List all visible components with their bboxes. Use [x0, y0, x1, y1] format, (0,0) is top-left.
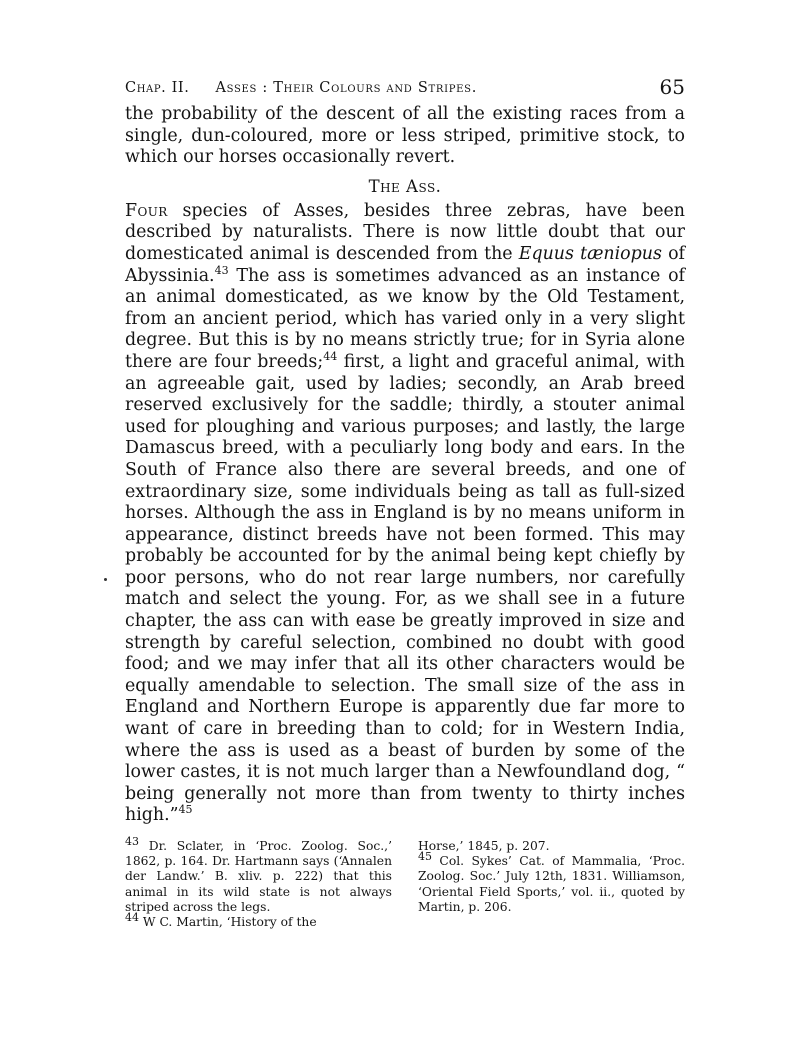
footnotes-right-column [418, 839, 685, 930]
footnote-text: Horse,’ 1845, p. 207. [418, 839, 550, 853]
footnote-44-continued [418, 839, 685, 854]
footnote-mark: 45 [418, 850, 432, 864]
main-paragraph [125, 201, 685, 827]
book-page [125, 75, 686, 930]
footnote-mark: 44 [125, 910, 139, 924]
footnote-text: W C. Martin, ‘History of the [139, 915, 317, 930]
footnote-ref-44: 44 [323, 350, 338, 364]
body-text [125, 104, 685, 827]
opening-word: Four [125, 200, 168, 221]
margin-speck [104, 578, 107, 581]
footnote-45 [418, 850, 685, 915]
footnote-mark: 43 [125, 834, 139, 848]
footnote-text: Dr. Sclater, in ‘Proc. Zoolog. Soc.,’ 1862, p. 164. Dr. Hartmann says (‘Annalen der Landw.’ B. xliv. p. 222) that this animal in its wild state is not always striped across the legs. [125, 839, 392, 914]
footnote-ref-45: 45 [178, 803, 193, 817]
footnote-text: Col. Sykes’ Cat. of Mammalia, ‘Proc. Zoolog. Soc.’ July 12th, 1831. Williamson, ‘Oriental Field Sports,’ vol. ii., quoted by Martin, p. 206. [418, 854, 685, 914]
paragraph-text-1: species of Asses, besides three zebras, have been described by naturalists. There is now little doubt that our domesticated animal is descended from the [125, 200, 685, 264]
page-number: 65 [659, 75, 685, 99]
footnote-44 [125, 910, 392, 930]
footnote-43 [125, 834, 392, 915]
running-head [125, 75, 685, 99]
chapter-label: Chap. II. [125, 80, 190, 96]
paragraph-text-3: The ass is sometimes advanced as an instance of an animal domesticated, as we know by the Old Testament, from an ancient period, which has varied only in a very slight degree. But this is by no means strictly true; for in Syria alone there are four breeds; [125, 265, 685, 372]
intro-paragraph: the probability of the descent of all the existing races from a single, dun-coloured, more or less striped, primitive stock, to which our horses occasionally revert. [125, 104, 685, 168]
footnote-ref-43: 43 [214, 263, 229, 277]
species-name: Equus tæniopus [518, 243, 662, 264]
paragraph-text-4: first, a light and graceful animal, with an agreeable gait, used by ladies; secondly, an Arab breed reserved exclusively for the saddle; thirdly, a stouter animal used for ploughing and various purposes; and lastly, the large Damascus breed, with a peculiarly long body and ears. In the South of France also there are several breeds, and one of extraordinary size, some individuals being as tall as full-sized horses. Although the ass in England is by no means uniform in appearance, distinct breeds have not been formed. This may probably be accounted for by the animal being kept chiefly by poor persons, who do not rear large numbers, nor carefully match and select the young. For, as we shall see in a future chapter, the ass can with ease be greatly improved in size and strength by careful selection, combined no doubt with good food; and we may infer that all its other characters would be equally amendable to selection. The small size of the ass in England and Northern Europe is apparently due far more to want of care in breeding than to cold; for in Western India, where the ass is used as a beast of burden by some of the lower castes, it is not much larger than a Newfoundland dog, “ being generally not more than from twenty to thirty inches high.” [125, 351, 686, 826]
footnotes [125, 834, 685, 930]
footnotes-left-column [125, 834, 392, 930]
section-heading: The Ass. [368, 176, 442, 196]
paragraph-text-2: of Abyssinia. [125, 243, 685, 286]
running-title: Asses : Their Colours and Stripes. [215, 80, 478, 96]
